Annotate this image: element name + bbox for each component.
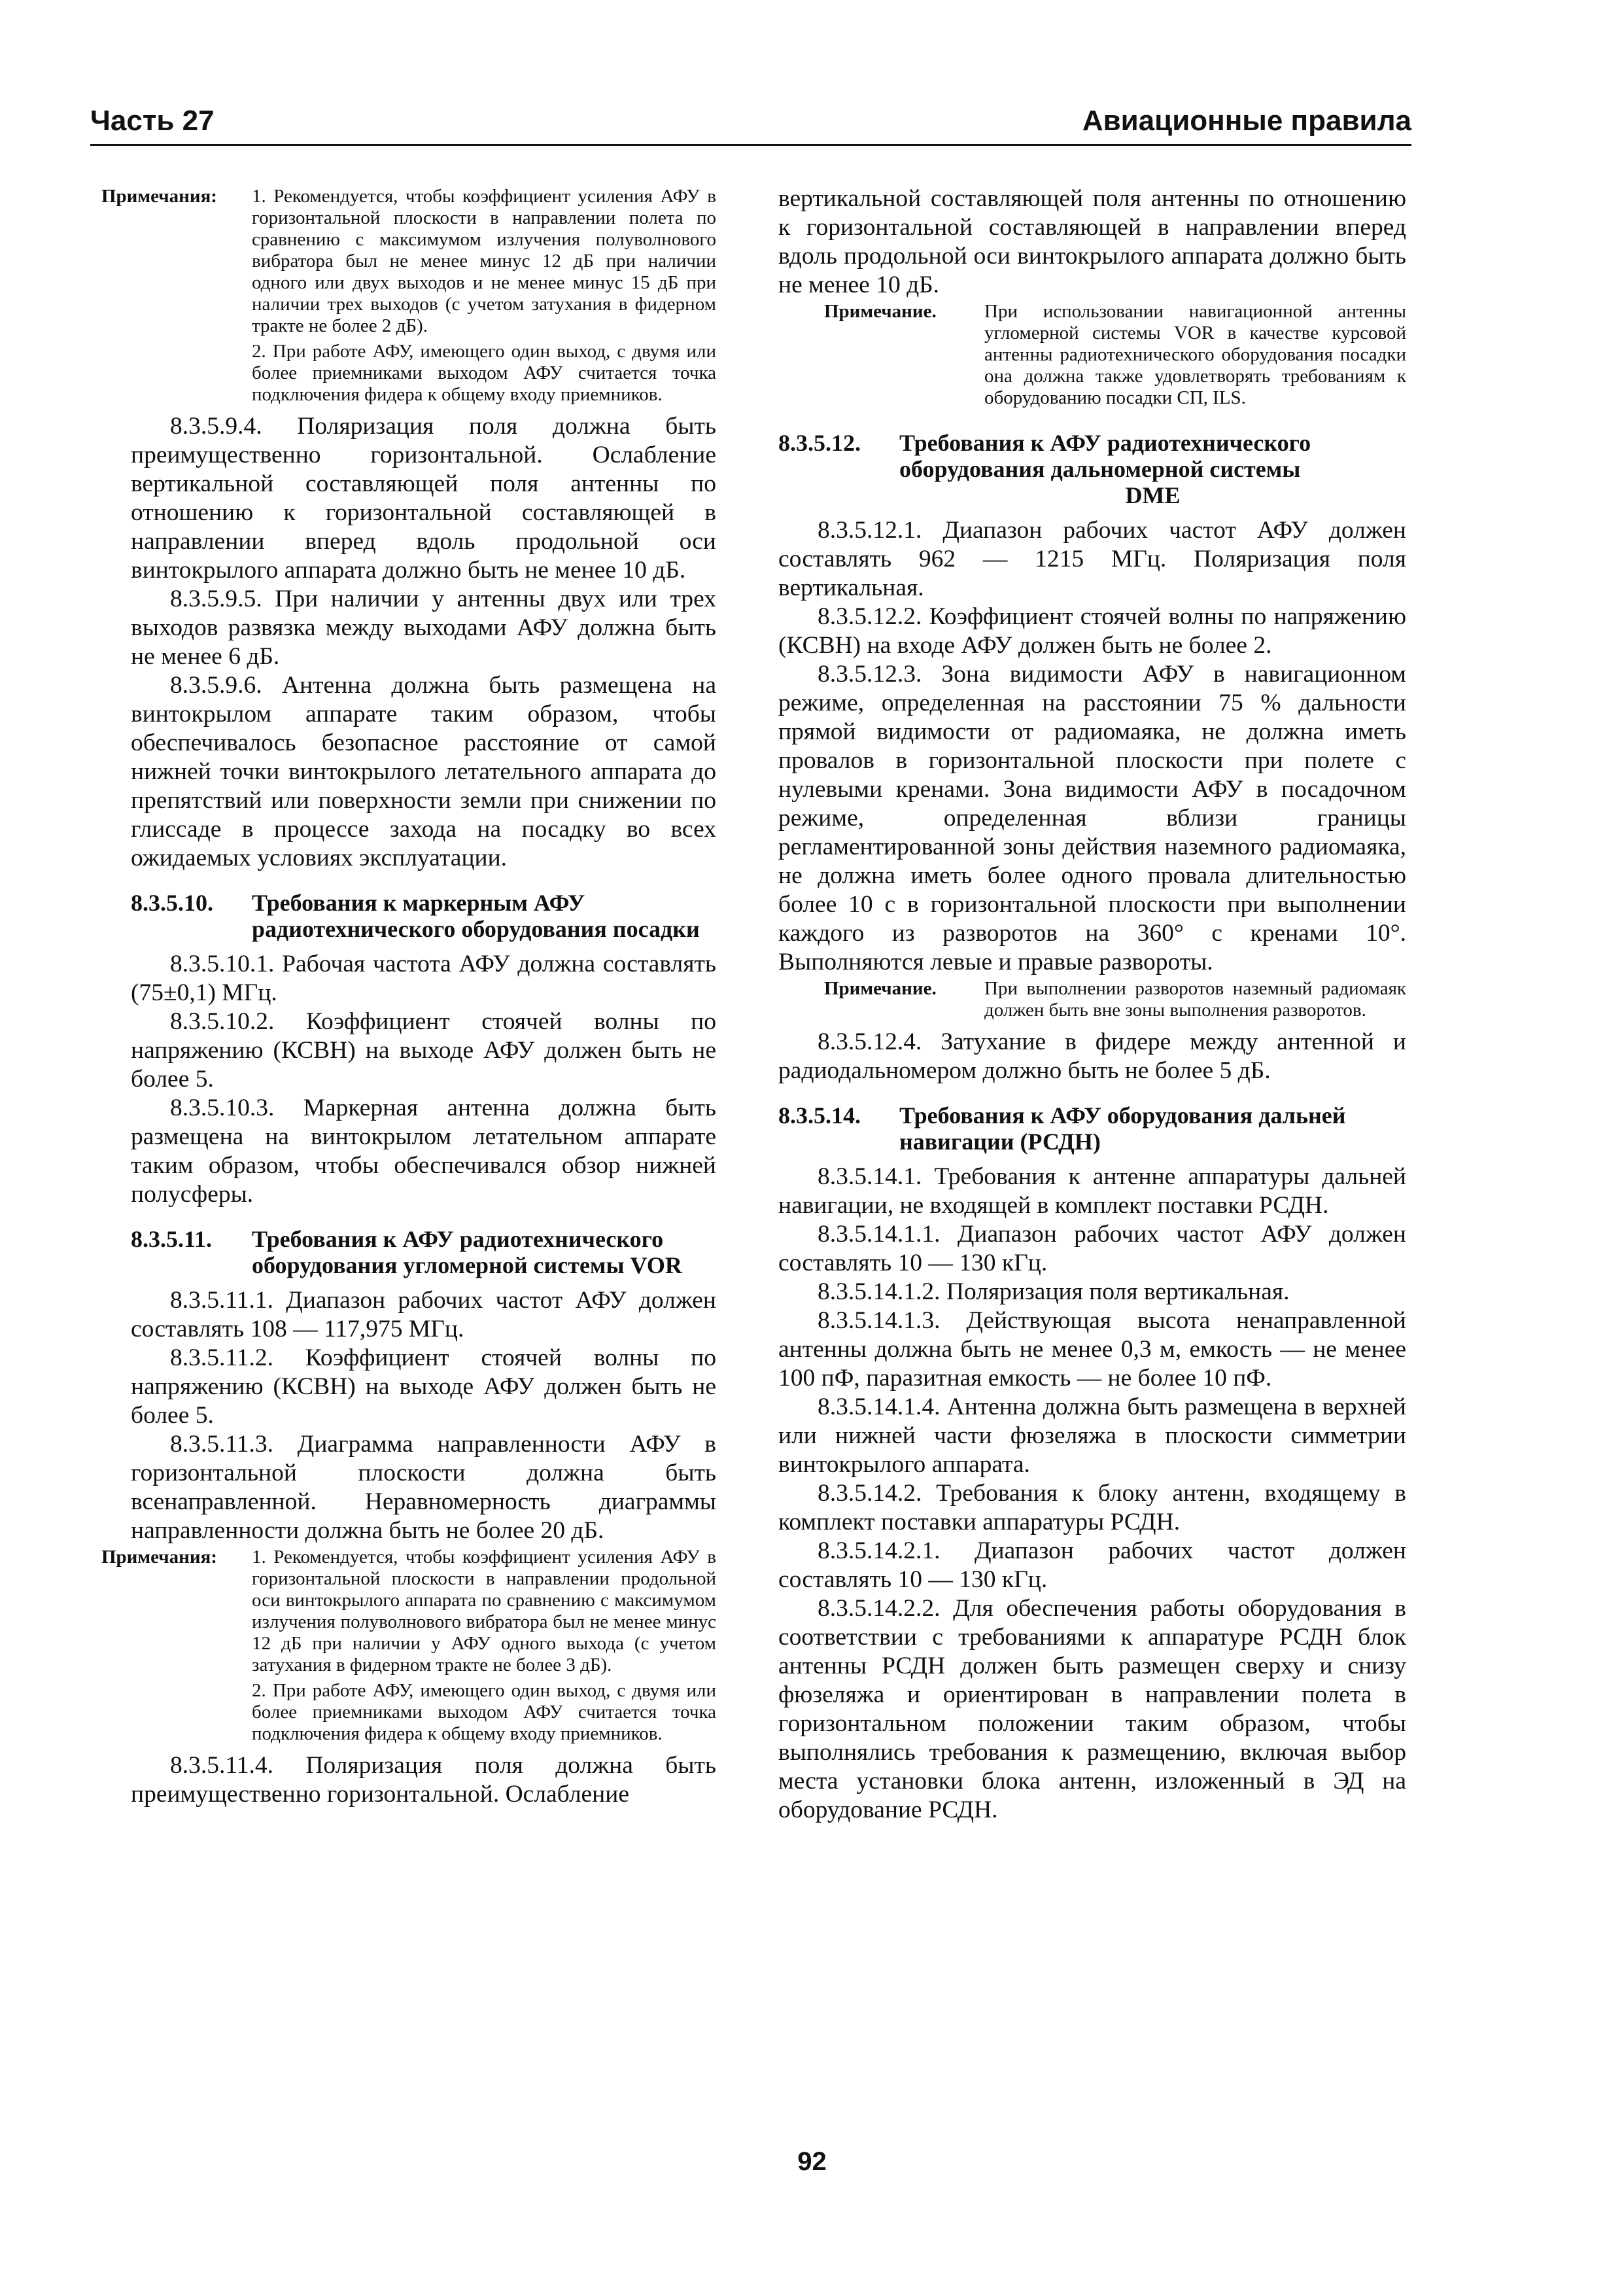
note-block xyxy=(101,186,716,410)
note-body xyxy=(252,1547,716,1749)
paragraph-8-3-5-10-3: 8.3.5.10.3. Маркерная антенна должна быть размещена на винтокрылом летательном аппарате таким образом, чтобы обеспечивался обзор нижней полусферы. xyxy=(131,1095,716,1208)
section-heading-8-3-5-11 xyxy=(131,1226,716,1278)
header-title: Авиационные правила xyxy=(1082,105,1411,137)
paragraph-8-3-5-14-1-3: 8.3.5.14.1.3. Действующая высота ненаправленной антенны должна быть не менее 0,3 м, емкость — не менее 100 пФ, паразитная емкость — не более 10 пФ. xyxy=(778,1307,1406,1392)
note-block xyxy=(778,978,1406,1025)
note-text: При выполнении разворотов наземный радиомаяк должен быть вне зоны выполнения разворотов. xyxy=(984,978,1406,1021)
paragraph-8-3-5-14-1-4: 8.3.5.14.1.4. Антенна должна быть размещена в верхней или нижней части фюзеляжа в плоскости симметрии винтокрылого аппарата. xyxy=(778,1393,1406,1478)
paragraph-8-3-5-14-2-2: 8.3.5.14.2.2. Для обеспечения работы оборудования в соответствии с требованиями к аппаратуре РСДН блок антенны РСДН должен быть размещен сверху и снизу фюзеляжа и ориентирован в направлении полета в горизонтальном положении таким образом, чтобы выполнялись требования к размещению, включая выбор места установки блока антенн, изложенный в ЭД на оборудование РСДН. xyxy=(778,1595,1406,1823)
section-title-tail: DME xyxy=(1125,482,1181,508)
paragraph-continuation: вертикальной составляющей поля антенны по отношению к горизонтальной составляющей в направлении вперед вдоль продольной оси винтокрылого аппарата должно быть не менее 10 дБ. xyxy=(778,185,1406,298)
note-block xyxy=(778,301,1406,413)
note-text: При использовании навигационной антенны угломерной системы VOR в качестве курсовой антенны радиотехнического оборудования посадки она должна также удовлетворять требованиям к оборудованию посадки СП, ILS. xyxy=(984,301,1406,408)
paragraph-8-3-5-11-3: 8.3.5.11.3. Диаграмма направленности АФУ в горизонтальной плоскости должна быть всенаправленной. Неравномерность диаграммы направленности должна быть не более 20 дБ. xyxy=(131,1431,716,1544)
section-number: 8.3.5.14. xyxy=(778,1102,861,1129)
paragraph-8-3-5-12-2: 8.3.5.12.2. Коэффициент стоячей волны по напряжению (КСВН) на входе АФУ должен быть не более 2. xyxy=(778,603,1406,659)
note-item: 1. Рекомендуется, чтобы коэффициент усиления АФУ в горизонтальной плоскости в направлении продольной оси винтокрылого аппарата по сравнению с максимумом излучения полуволнового вибратора был не менее минус 12 дБ при наличии у АФУ одного выхода (с учетом затухания в фидерном тракте не более 3 дБ). xyxy=(252,1547,716,1675)
left-column xyxy=(101,184,716,1809)
section-heading-8-3-5-10 xyxy=(131,890,716,942)
note-label: Примечание. xyxy=(824,978,937,999)
paragraph-8-3-5-9-4: 8.3.5.9.4. Поляризация поля должна быть преимущественно горизонтальной. Ослабление вертикальной составляющей поля антенны по отношению к горизонтальной составляющей в направлении вперед вдоль продольной оси винтокрылого аппарата должно быть не менее 10 дБ. xyxy=(131,413,716,584)
section-heading-8-3-5-12 xyxy=(778,430,1406,508)
section-title xyxy=(899,430,1406,508)
note-body xyxy=(984,301,1406,413)
note-block xyxy=(101,1547,716,1749)
section-title-text: Требования к АФУ радиотехнического оборудования дальномерной системы xyxy=(899,430,1311,482)
note-label: Примечание. xyxy=(824,301,937,322)
page-number: 92 xyxy=(797,2147,827,2176)
paragraph-8-3-5-14-1-2: 8.3.5.14.1.2. Поляризация поля вертикальная. xyxy=(818,1278,1290,1305)
paragraph-8-3-5-12-1: 8.3.5.12.1. Диапазон рабочих частот АФУ должен составлять 962 — 1215 МГц. Поляризация поля вертикальная. xyxy=(778,517,1406,601)
paragraph-8-3-5-14-1-1: 8.3.5.14.1.1. Диапазон рабочих частот АФУ должен составлять 10 — 130 кГц. xyxy=(778,1221,1406,1276)
note-item: 1. Рекомендуется, чтобы коэффициент усиления АФУ в горизонтальной плоскости в направлении полета по сравнению с максимумом излучения полуволнового вибратора был не менее минус 12 дБ при наличии одного или двух выходов и не менее минус 15 дБ при наличии трех выходов (с учетом затухания в фидерном тракте не более 2 дБ). xyxy=(252,186,716,336)
paragraph-8-3-5-10-1: 8.3.5.10.1. Рабочая частота АФУ должна составлять (75±0,1) МГц. xyxy=(131,951,716,1006)
note-label: Примечания: xyxy=(101,186,217,207)
paragraph-8-3-5-11-2: 8.3.5.11.2. Коэффициент стоячей волны по напряжению (КСВН) на выходе АФУ должен быть не более 5. xyxy=(131,1344,716,1429)
running-header xyxy=(90,101,1411,146)
section-title: Требования к маркерным АФУ радиотехнического оборудования посадки xyxy=(252,890,700,942)
paragraph-8-3-5-14-2-1: 8.3.5.14.2.1. Диапазон рабочих частот должен составлять 10 — 130 кГц. xyxy=(778,1537,1406,1593)
section-number: 8.3.5.10. xyxy=(131,890,213,916)
paragraph-8-3-5-12-4: 8.3.5.12.4. Затухание в фидере между антенной и радиодальномером должно быть не более 5 дБ. xyxy=(778,1028,1406,1084)
right-column xyxy=(778,184,1406,1825)
note-item: 2. При работе АФУ, имеющего один выход, с двумя или более приемниками выходом АФУ считается точка подключения фидера к общему входу приемников. xyxy=(252,341,716,405)
section-title: Требования к АФУ оборудования дальней навигации (РСДН) xyxy=(899,1102,1346,1155)
paragraph-8-3-5-12-3: 8.3.5.12.3. Зона видимости АФУ в навигационном режиме, определенная на расстоянии 75 % дальности прямой видимости от радиомаяка, не должна иметь провалов в горизонтальной плоскости при полете с нулевыми кренами. Зона видимости АФУ в посадочном режиме, определенная вблизи границы регламентированной зоны действия наземного радиомаяка, не должна иметь более одного провала длительностью более 10 с в горизонтальной плоскости при выполнении каждого из разворотов на 360° с кренами 10°. Выполняются левые и правые развороты. xyxy=(778,661,1406,975)
paragraph-8-3-5-10-2: 8.3.5.10.2. Коэффициент стоячей волны по напряжению (КСВН) на выходе АФУ должен быть не более 5. xyxy=(131,1008,716,1093)
header-part: Часть 27 xyxy=(90,105,215,137)
note-item: 2. При работе АФУ, имеющего один выход, с двумя или более приемниками выходом АФУ считается точка подключения фидера к общему входу приемников. xyxy=(252,1680,716,1744)
section-title: Требования к АФУ радиотехнического оборудования угломерной системы VOR xyxy=(252,1226,682,1278)
paragraph-8-3-5-11-4: 8.3.5.11.4. Поляризация поля должна быть преимущественно горизонтальной. Ослабление xyxy=(131,1752,716,1808)
note-body xyxy=(252,186,716,410)
paragraph-8-3-5-9-6: 8.3.5.9.6. Антенна должна быть размещена на винтокрылом аппарате таким образом, чтобы обеспечивалось безопасное расстояние от самой нижней точки винтокрылого летательного аппарата до препятствий или поверхности земли при снижении по глиссаде в процессе захода на посадку во всех ожидаемых условиях эксплуатации. xyxy=(131,672,716,871)
paragraph-8-3-5-9-5: 8.3.5.9.5. При наличии у антенны двух или трех выходов развязка между выходами АФУ должна быть не менее 6 дБ. xyxy=(131,586,716,670)
note-label: Примечания: xyxy=(101,1547,217,1568)
paragraph-8-3-5-14-1: 8.3.5.14.1. Требования к антенне аппаратуры дальней навигации, не входящей в комплект поставки РСДН. xyxy=(778,1163,1406,1219)
note-body xyxy=(984,978,1406,1025)
paragraph-8-3-5-14-2: 8.3.5.14.2. Требования к блоку антенн, входящему в комплект поставки аппаратуры РСДН. xyxy=(778,1480,1406,1535)
paragraph-8-3-5-11-1: 8.3.5.11.1. Диапазон рабочих частот АФУ должен составлять 108 — 117,975 МГц. xyxy=(131,1287,716,1342)
section-number: 8.3.5.11. xyxy=(131,1226,213,1252)
section-number: 8.3.5.12. xyxy=(778,430,861,456)
section-heading-8-3-5-14 xyxy=(778,1102,1406,1155)
